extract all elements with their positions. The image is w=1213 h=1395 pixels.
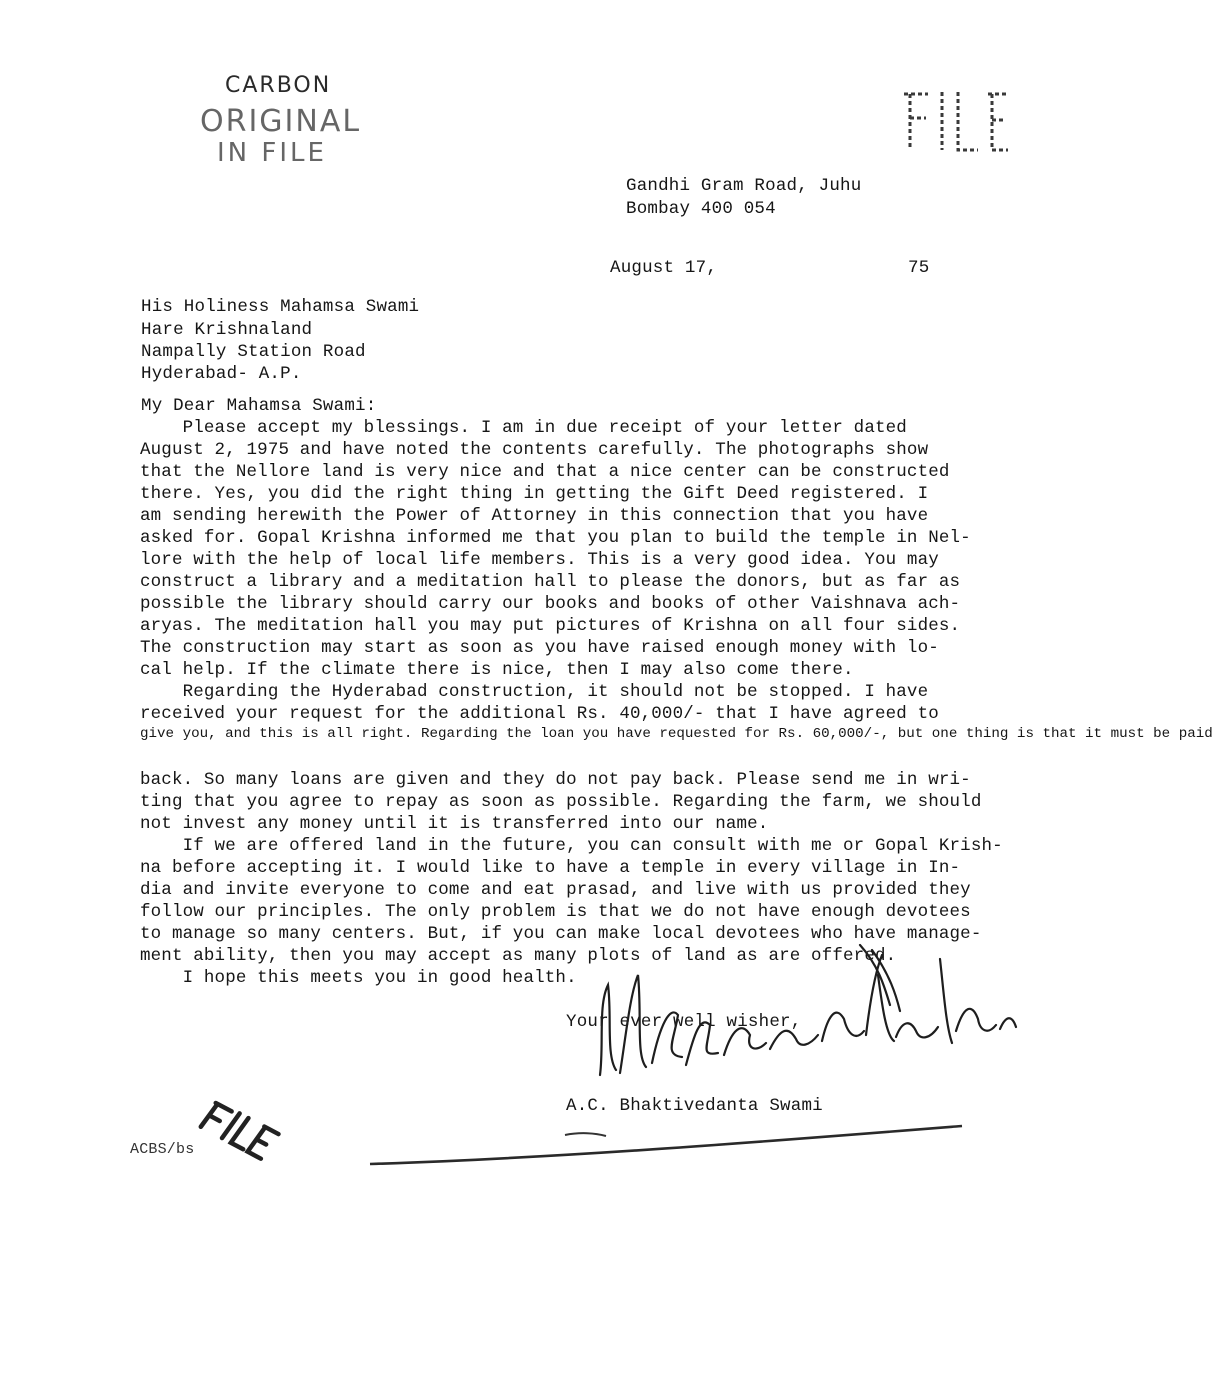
- body-line: possible the library should carry our books and books of other Vaishnava ach-: [140, 594, 961, 614]
- body-line: ment ability, then you may accept as many plots of land as are offered.: [140, 946, 897, 966]
- body-line: am sending herewith the Power of Attorney in this connection that you have: [140, 506, 929, 526]
- body-line: not invest any money until it is transferred into our name.: [140, 814, 769, 834]
- body-line: The construction may start as soon as you have raised enough money with lo-: [140, 638, 939, 658]
- body-line: If we are offered land in the future, you can consult with me or Gopal Krish-: [140, 836, 1003, 856]
- body-line: I hope this meets you in good health.: [140, 968, 577, 988]
- body-line: August 2, 1975 and have noted the contents carefully. The photographs show: [140, 440, 929, 460]
- in-file-stamp: IN FILE: [217, 138, 327, 168]
- sender-address-line2: Bombay 400 054: [626, 199, 776, 219]
- body-line: give you, and this is all right. Regarding the loan you have requested for Rs. 60,000/-, but one thing is that it must be paid: [140, 726, 1213, 742]
- recipient-line1: His Holiness Mahamsa Swami: [141, 297, 420, 317]
- body-line: aryas. The meditation hall you may put pictures of Krishna on all four sides.: [140, 616, 961, 636]
- body-line: there. Yes, you did the right thing in getting the Gift Deed registered. I: [140, 484, 929, 504]
- body-line: asked for. Gopal Krishna informed me that you plan to build the temple in Nel-: [140, 528, 971, 548]
- letter-year: 75: [908, 258, 930, 278]
- salutation: My Dear Mahamsa Swami:: [141, 396, 377, 416]
- body-line: that the Nellore land is very nice and that a nice center can be constructed: [140, 462, 950, 482]
- body-line: Please accept my blessings. I am in due receipt of your letter dated: [140, 418, 907, 438]
- body-line: cal help. If the climate there is nice, then I may also come there.: [140, 660, 854, 680]
- body-line: follow our principles. The only problem is that we do not have enough devotees: [140, 902, 971, 922]
- body-line: Regarding the Hyderabad construction, it should not be stopped. I have: [140, 682, 929, 702]
- body-line: to manage so many centers. But, if you can make local devotees who have manage-: [140, 924, 982, 944]
- letter-date: August 17,: [610, 258, 718, 278]
- body-line: received your request for the additional Rs. 40,000/- that I have agreed to: [140, 704, 939, 724]
- recipient-line3: Nampally Station Road: [141, 342, 366, 362]
- original-stamp: ORIGINAL: [200, 104, 362, 139]
- body-line: dia and invite everyone to come and eat prasad, and live with us provided they: [140, 880, 971, 900]
- sender-address-line1: Gandhi Gram Road, Juhu: [626, 176, 862, 196]
- typed-signatory-name: A.C. Bhaktivedanta Swami: [566, 1096, 823, 1116]
- typist-initials: ACBS/bs: [130, 1141, 195, 1158]
- body-line: na before accepting it. I would like to have a temple in every village in In-: [140, 858, 961, 878]
- recipient-line2: Hare Krishnaland: [141, 320, 313, 340]
- body-line: lore with the help of local life members. This is a very good idea. You may: [140, 550, 939, 570]
- body-line: ting that you agree to repay as soon as possible. Regarding the farm, we should: [140, 792, 982, 812]
- body-line: back. So many loans are given and they do not pay back. Please send me in wri-: [140, 770, 971, 790]
- closing: Your ever well wisher,: [566, 1012, 802, 1032]
- recipient-line4: Hyderabad- A.P.: [141, 364, 302, 384]
- carbon-stamp: CARBON: [225, 73, 332, 98]
- body-line: construct a library and a meditation hall to please the donors, but as far as: [140, 572, 961, 592]
